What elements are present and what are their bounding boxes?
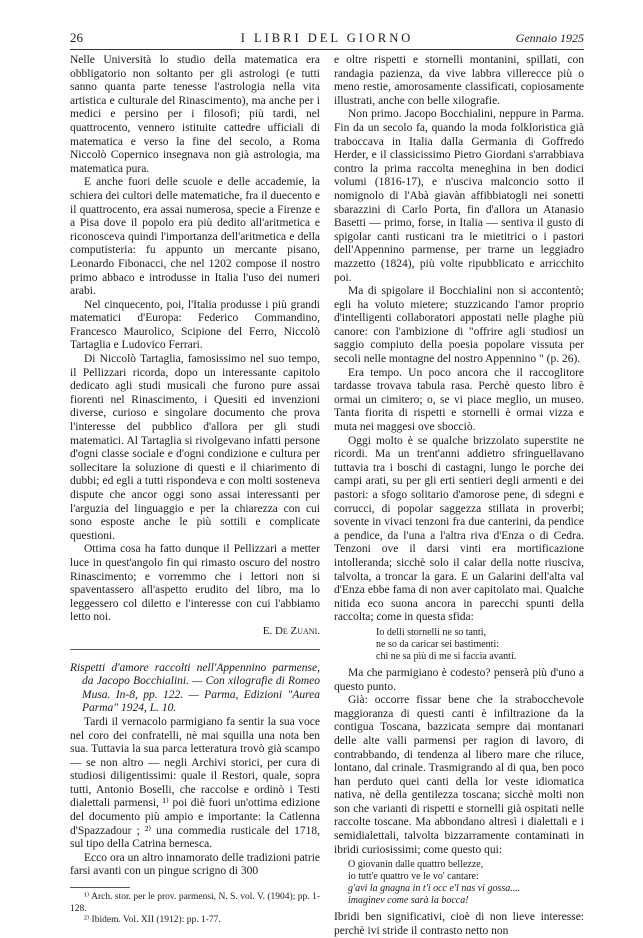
verse-line: ne so da caricar sei bastimenti: (376, 638, 500, 650)
page-number: 26 (70, 30, 83, 45)
paragraph: Nelle Università lo studio della matematica era obbligatorio non soltanto per gli astrologi (e tutti sanno quanta parte tenesse l'astrologia nella vita artistica e culturale del Rinascimento), ma anche per i medici e persino per i filosofi; più tardi, nel quattrocento, vennero istituite cattedre ufficiali di matematica e verso la fine del secolo, a Roma Niccolò Copernico insegnava non già astrologia, ma matematica pura. (70, 54, 320, 175)
footnote: ¹⁾ Arch. stor. per le prov. parmensi, N. S. vol. V. (1904); pp. 1-128. (70, 892, 320, 914)
verse-line: chi ne sa più di me si faccia avanti. (376, 650, 517, 662)
running-header (70, 30, 584, 46)
verse-line: Io delli stornelli ne so tanti, (376, 626, 486, 638)
right-column (334, 54, 584, 938)
footnote-rule (70, 887, 130, 888)
paragraph: Già: occorre fissar bene che la strabocchevole maggioranza di questi canti è infiltrazione da la contigua Toscana, bazzicata sempre dai montanari delle alte valli parmensi per ragion di lavoro, di contrabbando, di tendenza al libero mare che riluce, lontano, dal crinale. Trasmigrando al di qua, ben poco han perduto quei canti della lor veste idiomatica nativa, nè della gentilezza toscana; sicchè molti non son che varianti di rispetti e stornelli già ospitati nelle raccolte toscane. Ma abbondano altresì i dialettali e i semidialettali, talvolta bizzarramente contaminati in ibridi curiosissimi; come questo qui: (334, 694, 584, 856)
review-heading: Rispetti d'amore raccolti nell'Appennino parmense, da Jacopo Bocchialini. — Con xilografie di Romeo Musa. In-8, pp. 122. — Parma, Edizioni "Aurea Parma" 1924, L. 10. (70, 661, 320, 715)
left-column (70, 54, 320, 927)
paragraph: Ma che parmigiano è codesto? penserà più d'uno a questo punto. (334, 666, 584, 693)
verse-line: imaginev come sarà la bocca! (348, 895, 469, 907)
header-rule (70, 49, 584, 50)
verse-quote (376, 627, 584, 663)
verse-quote (348, 859, 584, 907)
paragraph: Ma di spigolare il Bocchialini non si accontentò; egli ha voluto mietere; stuzzicando l'amor proprio d'intelligenti collaboratori appostati nelle plaghe più canore: con l'ambizione di "offrire agli studiosi un saggio compiuto della poesia popolare vissuta per secoli nelle montagne del nostro Appennino " (p. 26). (334, 285, 584, 366)
verse-line: g'avì la gnagna in t'i occ e'l nas vi gossa.... (348, 883, 521, 895)
paragraph: Oggi molto è se qualche brizzolato superstite ne ricordi. Ma un trent'anni addietro sfringuellavano tuttavia tra i boschi di castagni, lungo le porche dei campi arati, su per gli erti sentieri degli armenti e dei pastori: a sfogo solitario d'amorose pene, di sdegni e corrucci, di popolar saggezza stillata in proverbi; sovente in vivaci tenzoni fra due canterini, da pendice a pendice, da l'una a l'altra riva d'Enza o di Cedra. Tenzoni ove il darsi vinti era mortificazione intolleranda; sicchè solo il calar della notte riusciva, talvolta, a troncar la gara. E un Galarini dell'alta val d'Enza ebbe fama di non aver capitolato mai. Qualche nitida eco suona ancora in parecchi spunti della raccolta; come in questa sfida: (334, 434, 584, 624)
paragraph: Era tempo. Un poco ancora che il raccoglitore tardasse trovava tabula rasa. Perchè questo libro è ormai un cimitero; o, se vi piace meglio, un museo. Tanta fiorita di rispetti e stornelli è ormai vizza e muta nei maggesi ove sbocciò. (334, 366, 584, 434)
verse-line: O giovanin dalle quattro bellezze, (348, 859, 484, 871)
paragraph: Nel cinquecento, poi, l'Italia produsse i più grandi matematici d'Europa: Federico Commandino, Francesco Maurolico, Scipione del Ferro, Niccolò Tartaglia e Ludovico Ferrari. (70, 298, 320, 352)
paragraph: Non primo. Jacopo Bocchialini, neppure in Parma. Fin da un secolo fa, quando la moda folkloristica già traboccava in Italia dalla Germania di Goffredo Herder, e il classicissimo Pietro Giordani s'arrabbiava contro la prima raccolta meneghina in ben dodici volumi (1816-17), e n'usciva malconcio sotto il nomignolo di l'Abà giavàn affibbiatogli nei sonetti sbarazzini di Carlo Porta, fin d'allora un Atanasio Basetti — primo, forse, in Italia — sentiva il gusto di spigolar canti rusticani tra le mietitrici o i pastori dell'Appennino parmense, per trarne un leggiadro mazzetto (1824), più volte ripubblicato e arricchito poi. (334, 108, 584, 284)
issue-date: Gennaio 1925 (515, 31, 584, 45)
journal-title: I LIBRI DEL GIORNO (240, 31, 414, 45)
paragraph: Tardi il vernacolo parmigiano fa sentir la sua voce nel coro dei confratelli, nè mai squilla una nota ben sua. Tuttavia la sua parca letteratura trovò già scampo — se non altro — negli Archivi storici, per cura di studiosi diligentissimi: quale il Restori, quale, sopra tutti, Antonio Boselli, che raccolse e ordinò i Testi dialettali parmensi, ¹⁾ poi diè fuori un'ottima edizione del documento più ampio e importante: la Catlenna d'Spazzadour ; ²⁾ una commedia rusticale del 1718, sul tipo della Catrina bernesca. (70, 715, 320, 851)
footnote: ²⁾ Ibidem. Vol. XII (1912): pp. 1-77. (84, 915, 221, 926)
paragraph: Di Niccolò Tartaglia, famosissimo nel suo tempo, il Pellizzari ricorda, dopo un interessante capitolo dedicato agli studi musicali che furono pure assai fiorenti nel Rinascimento, i Quesiti ed invenzioni diverse, curioso e singolare documento che prova l'interesse del pubblico d'allora per gli studi matematici. Al Tartaglia si rivolgevano infatti persone d'ogni classe sociale e d'ogni condizione e cultura per sollecitare la soluzione di questi e il chiarimento di dubbi; ed egli a tutti rispondeva e con molti sosteneva dispute che ancor oggi sono assai interessanti per l'arguzia del linguaggio e per la chiarezza con cui sono esposte anche le più sottili e complicate questioni. (70, 353, 320, 542)
section-divider (70, 649, 320, 650)
paragraph: E anche fuori delle scuole e delle accademie, la schiera dei cultori delle matematiche, fra il duecento e il quattrocento, era assai numerosa, specie a Firenze e a Pisa dove il popolo era più dedito all'aritmetica e riconosceva quindi l'importanza dell'aritmetica e della computisteria: fu appunto un mercante pisano, Leonardo Fibonacci, che nel 1202 compose il nostro primo abbaco e introdusse in Italia l'uso dei numeri arabi. (70, 176, 320, 298)
paragraph: e oltre rispetti e stornelli montanini, spillati, con randagia pazienza, da vive labbra villerecce più o meno restie, amorosamente classificati, copiosamente illustrati, anche con belle xilografie. (334, 54, 584, 107)
paragraph: Ibridi ben significativi, cioè di non lieve interesse: perchè ivi stride il contrasto netto non (334, 911, 584, 937)
paragraph: Ottima cosa ha fatto dunque il Pellizzari a metter luce in quest'angolo fin qui rimasto oscuro del nostro Rinascimento; e vorremmo che i lettori non si spaventassero all'aspetto erudito del libro, ma lo leggessero col diletto e l'interesse con cui l'abbiamo letto noi. (70, 543, 320, 624)
author-signature: E. De Zuani. (262, 624, 320, 637)
paragraph: Ecco ora un altro innamorato delle tradizioni patrie farsi avanti con un pingue scrigno di 300 (70, 851, 320, 878)
verse-line: io tutt'e quattro ve le vo' cantare: (348, 871, 479, 883)
